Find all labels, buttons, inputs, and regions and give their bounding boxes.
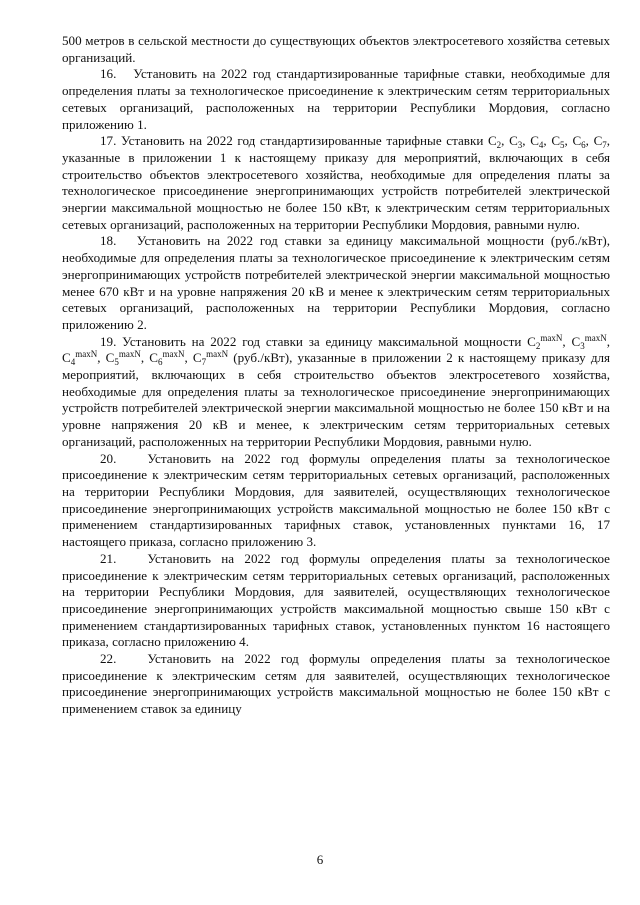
paragraph-18: 18. Установить на 2022 год ставки за единицу максимальной мощности (руб./кВт), необходимые для определения платы за технологическое присоединение к электрическим сетям энергопринимающих устройств потребителей электрической энергии максимальной мощностью менее 670 кВт и на уровне напряжения 20 кВ и менее к электрическим сетям территориальных сетевых организаций, расположенных на территории Республики Мордовия, согласно приложению 2.	[62, 233, 610, 332]
paragraph-21: 21. Установить на 2022 год формулы определения платы за технологическое присоединение к электрическим сетям территориальных сетевых организаций, расположенных на территории Республики Мордовия, для заявителей, осуществляющих технологическое присоединение энергопринимающих устройств максимальной мощностью свыше 150 кВт с применением стандартизированных тарифных ставок, установленных пунктом 16 настоящего приказа, согласно приложению 4.	[62, 550, 610, 650]
paragraph-19: 19. Установить на 2022 год ставки за единицу максимальной мощности $C_2^{maxN}$, $C_3^{maxN}$, $C_4^{maxN}$, $C_5^{maxN}$, $C_6^{maxN}$, $C_7^{maxN}$ (руб./кВт), указанные в приложении 2 к настоящему приказу для мероприятий, включающих в себя строительство объектов электросетевого хозяйства, необходимые для определения платы за технологическое присоединение энергопринимающих устройств потребителей электрической энергии максимальной мощностью не более 150 кВт и на уровне напряжения 20 кВ и менее, к электрическим сетям территориальных сетевых организаций, расположенных на территории Республики Мордовия, равными нулю.	[62, 332, 611, 449]
paragraph-22: 22. Установить на 2022 год формулы определения платы за технологическое присоединение к электрическим сетям для заявителей, осуществляющих технологическое присоединение энергопринимающих устройств максимальной мощностью не более 150 кВт с применением ставок за единицу	[62, 651, 610, 717]
paragraph-continuation: 500 метров в сельской местности до существующих объектов электросетевого хозяйства сетевых организаций.	[62, 33, 610, 65]
document-body	[62, 33, 610, 718]
page-number: 6	[316, 852, 324, 867]
paragraph-17: 17. Установить на 2022 год стандартизированные тарифные ставки $C_2$, $C_3$, $C_4$, $C_5$, $C_6$, $C_7$, указанные в приложении 1 к настоящему приказу для мероприятий, включающих в себя строительство объектов электросетевого хозяйства, необходимые для определения платы за технологическое присоединение энергопринимающих устройств потребителей электрической энергии максимальной мощностью не более 150 кВт, к электрическим сетям территориальных сетевых организаций, расположенных на территории Республики Мордовия, равными нулю.	[62, 133, 611, 232]
paragraph-16: 16. Установить на 2022 год стандартизированные тарифные ставки, необходимые для определения платы за технологическое присоединение к электрическим сетям территориальных сетевых организаций, расположенных на территории Республики Мордовия, согласно приложению 1.	[62, 66, 610, 132]
paragraph-20: 20. Установить на 2022 год формулы определения платы за технологическое присоединение к электрическим сетям территориальных сетевых организаций, расположенных на территории Республики Мордовия, для заявителей, осуществляющих технологическое присоединение энергопринимающих устройств максимальной мощностью не более 150 кВт с применением стандартизированных тарифных ставок, установленных пунктами 16, 17 настоящего приказа, согласно приложению 3.	[62, 450, 610, 550]
